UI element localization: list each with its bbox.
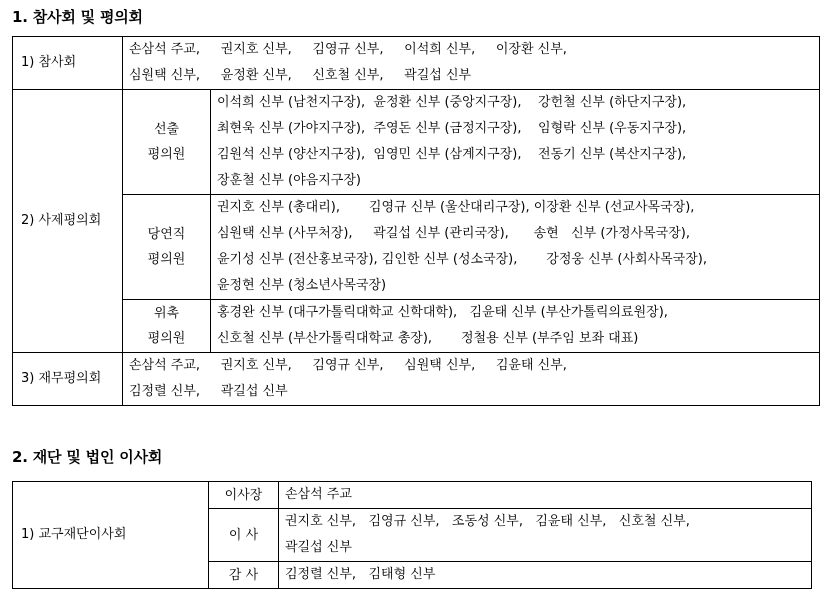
member-line: 신호철 신부 (부산가톨릭대학교 총장), 정철용 신부 (부주임 보좌 대표) (217, 331, 639, 346)
group-label-appointed (123, 300, 211, 353)
group-label-line: 당연직 (147, 227, 186, 242)
section1-title: 1. 참사회 및 평의회 (12, 8, 143, 26)
group-label-line: 위촉 (153, 306, 180, 321)
row-label-foundation-board: 1) 교구재단이사회 (13, 482, 209, 589)
chair-members (279, 482, 812, 509)
role-chair: 이사장 (209, 482, 279, 509)
role-auditor: 감 사 (209, 562, 279, 589)
elected-members (211, 90, 820, 195)
appointed-members (211, 300, 820, 353)
table-row (13, 482, 812, 509)
member-line: 심원택 신부, 윤정환 신부, 신호철 신부, 곽길섭 신부 (129, 68, 472, 83)
member-line: 손삼석 주교, 권지호 신부, 김영규 신부, 심원택 신부, 김윤태 신부, (129, 358, 567, 373)
member-line: 최현욱 신부 (가야지구장), 주영돈 신부 (금정지구장), 임형락 신부 (우동지구장), (217, 121, 687, 136)
member-line: 장훈철 신부 (야음지구장) (217, 173, 361, 188)
member-line: 김원석 신부 (양산지구장), 임영민 신부 (삼계지구장), 전동기 신부 (복산지구장), (217, 147, 687, 162)
row-label-chamsahoe: 1) 참사회 (13, 37, 123, 90)
role-director: 이 사 (209, 509, 279, 562)
group-label-line: 평의원 (147, 331, 186, 346)
member-line: 손삼석 주교, 권지호 신부, 김영규 신부, 이석희 신부, 이장환 신부, (129, 42, 567, 57)
ex-officio-members (211, 195, 820, 300)
group-label-line: 선출 (153, 122, 180, 137)
board-table (12, 481, 812, 589)
member-line: 심원택 신부 (사무처장), 곽길섭 신부 (관리국장), 송현 신부 (가정사목국장), (217, 226, 690, 241)
member-line: 권지호 신부 (총대리), 김영규 신부 (울산대리구장), 이장환 신부 (선교사목국장), (217, 200, 695, 215)
row-label-finance-council: 3) 재무평의회 (13, 353, 123, 406)
member-line: 김정렬 신부, 김태형 신부 (285, 567, 436, 582)
member-line: 곽길섭 신부 (285, 540, 352, 555)
group-label-elected (123, 90, 211, 195)
chamsahoe-members (123, 37, 820, 90)
council-table (12, 36, 820, 406)
auditor-members (279, 562, 812, 589)
group-label-line: 평의원 (147, 252, 186, 267)
table-row (13, 300, 820, 353)
director-members (279, 509, 812, 562)
row-label-priest-council: 2) 사제평의회 (13, 90, 123, 353)
table-row (13, 90, 820, 195)
table-row (13, 195, 820, 300)
member-line: 김정렬 신부, 곽길섭 신부 (129, 384, 288, 399)
group-label-ex-officio (123, 195, 211, 300)
group-label-line: 평의원 (147, 147, 186, 162)
finance-council-members (123, 353, 820, 406)
section2-title: 2. 재단 및 법인 이사회 (12, 448, 163, 466)
table-row (13, 353, 820, 406)
member-line: 홍경완 신부 (대구가톨릭대학교 신학대학), 김윤태 신부 (부산가톨릭의료원장), (217, 305, 668, 320)
member-line: 권지호 신부, 김영규 신부, 조동성 신부, 김윤태 신부, 신호철 신부, (285, 514, 690, 529)
member-line: 손삼석 주교 (285, 487, 352, 502)
member-line: 윤기성 신부 (전산홍보국장), 김인한 신부 (성소국장), 강정웅 신부 (사회사목국장), (217, 252, 707, 267)
member-line: 윤정현 신부 (청소년사목국장) (217, 278, 387, 293)
table-row (13, 37, 820, 90)
member-line: 이석희 신부 (남천지구장), 윤정환 신부 (중앙지구장), 강헌철 신부 (하단지구장), (217, 95, 687, 110)
